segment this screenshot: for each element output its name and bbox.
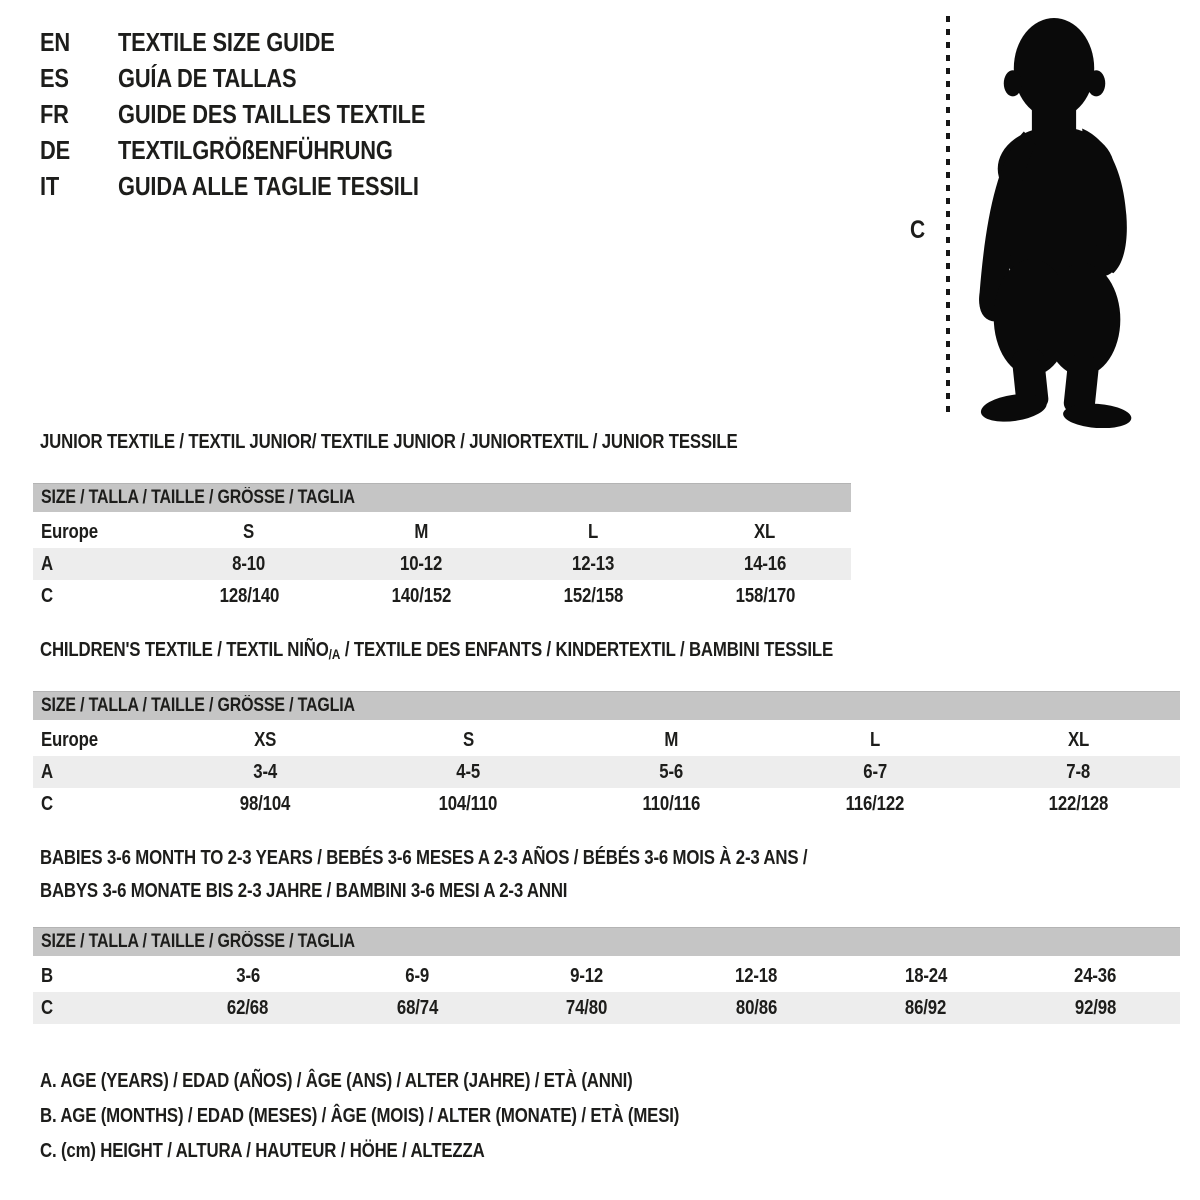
cell xyxy=(841,992,1011,1024)
section-heading-text xyxy=(40,640,833,661)
toddler-silhouette-icon xyxy=(964,16,1144,428)
table-row xyxy=(33,992,1180,1024)
cell-value: 4-5 xyxy=(456,760,480,783)
size-header-cell xyxy=(33,928,1180,959)
cell xyxy=(570,722,773,756)
heading-part: CHILDREN'S TEXTILE / TEXTIL NIÑO xyxy=(40,639,329,661)
cell xyxy=(773,722,976,756)
cell xyxy=(163,788,366,820)
guide-title: GUÍA DE TALLAS xyxy=(118,63,297,93)
height-measure-label xyxy=(910,216,928,245)
cell-value: 158/170 xyxy=(735,584,795,607)
cell xyxy=(163,756,366,788)
language-code: DE xyxy=(40,135,71,165)
cell xyxy=(672,992,842,1024)
cell xyxy=(163,958,333,992)
cell xyxy=(773,756,976,788)
table-row xyxy=(33,722,1180,756)
row-label xyxy=(33,580,163,612)
row-label xyxy=(33,514,163,548)
table-row xyxy=(33,958,1180,992)
legend-text: A. AGE (YEARS) / EDAD (AÑOS) / ÂGE (ANS) / ALTER (JAHRE) / ETÀ (ANNI) xyxy=(40,1070,633,1092)
section-babies-textile xyxy=(33,848,1180,1024)
babies-size-table xyxy=(33,927,1180,1024)
section-heading-text: JUNIOR TEXTILE / TEXTIL JUNIOR/ TEXTILE JUNIOR / JUNIORTEXTIL / JUNIOR TESSILE xyxy=(40,431,738,453)
children-size-table xyxy=(33,691,1180,820)
cell xyxy=(679,514,851,548)
section-heading-line xyxy=(40,875,1180,908)
cell-value: 14-16 xyxy=(743,552,787,575)
cell-value: 104/110 xyxy=(438,792,498,815)
row-label-text: B xyxy=(41,964,53,987)
table-row xyxy=(33,548,851,580)
row-label xyxy=(33,992,163,1024)
cell-value: XS xyxy=(253,728,276,751)
cell xyxy=(163,514,335,548)
table-row xyxy=(33,788,1180,820)
row-label-text: A xyxy=(41,552,53,575)
cell xyxy=(841,958,1011,992)
cell-value: S xyxy=(243,520,255,543)
row-label-text: Europe xyxy=(41,520,98,543)
size-header-text: SIZE / TALLA / TAILLE / GRÖSSE / TAGLIA xyxy=(41,695,355,716)
cell xyxy=(977,722,1180,756)
cell-value: 7-8 xyxy=(1066,760,1091,783)
row-label xyxy=(33,548,163,580)
language-row xyxy=(40,132,484,168)
row-label xyxy=(33,958,163,992)
row-label-text: C xyxy=(41,584,53,607)
table-row xyxy=(33,756,1180,788)
cell xyxy=(335,514,507,548)
cell xyxy=(773,788,976,820)
legend-line xyxy=(40,1064,801,1099)
section-heading xyxy=(33,640,1180,661)
height-measure-letter: C xyxy=(910,216,926,244)
cell-value: 116/122 xyxy=(845,792,905,815)
cell xyxy=(570,788,773,820)
junior-size-table xyxy=(33,483,851,612)
cell xyxy=(366,756,569,788)
legend-text: B. AGE (MONTHS) / EDAD (MESES) / ÂGE (MOIS) / ALTER (MONATE) / ETÀ (MESI) xyxy=(40,1105,680,1127)
cell-value: M xyxy=(414,520,428,543)
cell-value: 6-7 xyxy=(862,760,887,783)
guide-title: TEXTILE SIZE GUIDE xyxy=(118,27,335,57)
row-label-text: A xyxy=(41,760,53,783)
cell-value: 98/104 xyxy=(239,792,290,815)
cell-value: XL xyxy=(754,520,776,543)
cell xyxy=(672,958,842,992)
section-junior-textile xyxy=(33,432,851,612)
language-list xyxy=(40,24,484,204)
cell xyxy=(163,548,335,580)
cell xyxy=(163,722,366,756)
section-heading xyxy=(33,432,851,452)
cell xyxy=(366,788,569,820)
section-children-textile xyxy=(33,640,1180,820)
cell-value: S xyxy=(462,728,474,751)
row-label xyxy=(33,722,163,756)
cell-value: 12-18 xyxy=(735,964,778,987)
cell-value: 62/68 xyxy=(227,996,269,1019)
size-header-text: SIZE / TALLA / TAILLE / GRÖSSE / TAGLIA xyxy=(41,931,355,952)
cell-value: 8-10 xyxy=(232,552,266,575)
language-code: ES xyxy=(40,63,69,93)
heading-part: / TEXTILE DES ENFANTS / KINDERTEXTIL / BAMBINI TESSILE xyxy=(340,639,833,661)
guide-title: TEXTILGRÖßENFÜHRUNG xyxy=(118,135,393,165)
cell-value: 122/128 xyxy=(1048,792,1109,815)
cell xyxy=(679,580,851,612)
cell-value: 3-6 xyxy=(235,964,260,987)
cell xyxy=(977,756,1180,788)
cell xyxy=(333,992,503,1024)
cell-value: XL xyxy=(1067,728,1089,751)
size-header-cell xyxy=(33,484,851,515)
height-dashed-line xyxy=(946,16,950,418)
cell-value: 140/152 xyxy=(391,584,451,607)
cell-value: 6-9 xyxy=(405,964,430,987)
cell xyxy=(163,992,333,1024)
cell xyxy=(335,548,507,580)
row-label-text: C xyxy=(41,996,53,1019)
cell-value: 152/158 xyxy=(563,584,623,607)
guide-title: GUIDA ALLE TAGLIE TESSILI xyxy=(118,171,419,201)
table-row xyxy=(33,514,851,548)
row-label xyxy=(33,788,163,820)
legend-text: C. (cm) HEIGHT / ALTURA / HAUTEUR / HÖHE / ALTEZZA xyxy=(40,1140,485,1162)
row-label xyxy=(33,756,163,788)
cell-value: 10-12 xyxy=(399,552,443,575)
cell-value: 18-24 xyxy=(904,964,947,987)
size-header-text: SIZE / TALLA / TAILLE / GRÖSSE / TAGLIA xyxy=(41,487,355,508)
cell xyxy=(1011,992,1181,1024)
size-header-bar xyxy=(33,484,851,515)
section-heading-line xyxy=(40,842,1180,875)
size-header-bar xyxy=(33,928,1180,959)
language-code: EN xyxy=(40,27,71,57)
cell xyxy=(335,580,507,612)
cell xyxy=(507,514,679,548)
cell xyxy=(977,788,1180,820)
guide-title: GUIDE DES TAILLES TEXTILE xyxy=(118,99,426,129)
legend-line xyxy=(40,1099,801,1134)
section-heading-text: BABIES 3-6 MONTH TO 2-3 YEARS / BEBÉS 3-6 MESES A 2-3 AÑOS / BÉBÉS 3-6 MOIS À 2-3 ANS / xyxy=(40,847,808,869)
cell-value: L xyxy=(869,728,880,751)
cell-value: 24-36 xyxy=(1074,964,1117,987)
cell xyxy=(1011,958,1181,992)
cell-value: 92/98 xyxy=(1074,996,1116,1019)
language-code: IT xyxy=(40,171,60,201)
cell-value: 9-12 xyxy=(570,964,604,987)
table-row xyxy=(33,580,851,612)
cell-value: 128/140 xyxy=(219,584,279,607)
cell-value: M xyxy=(664,728,679,751)
cell xyxy=(679,548,851,580)
cell xyxy=(366,722,569,756)
cell xyxy=(333,958,503,992)
cell-value: 86/92 xyxy=(905,996,947,1019)
row-label-text: Europe xyxy=(41,728,98,751)
section-heading-text: BABYS 3-6 MONATE BIS 2-3 JAHRE / BAMBINI 3-6 MESI A 2-3 ANNI xyxy=(40,880,568,902)
cell-value: 68/74 xyxy=(396,996,438,1019)
language-row xyxy=(40,96,484,132)
section-heading xyxy=(33,842,1180,908)
heading-subscript: /A xyxy=(328,646,341,662)
size-header-cell xyxy=(33,692,1180,723)
language-row xyxy=(40,24,484,60)
cell xyxy=(502,958,672,992)
language-row xyxy=(40,168,484,204)
cell-value: 74/80 xyxy=(566,996,608,1019)
cell-value: 3-4 xyxy=(252,760,277,783)
cell-value: 5-6 xyxy=(659,760,684,783)
language-row xyxy=(40,60,484,96)
cell xyxy=(507,580,679,612)
cell xyxy=(570,756,773,788)
row-label-text: C xyxy=(41,792,53,815)
cell-value: L xyxy=(587,520,599,543)
language-code: FR xyxy=(40,99,69,129)
cell xyxy=(163,580,335,612)
cell xyxy=(507,548,679,580)
cell xyxy=(502,992,672,1024)
cell-value: 80/86 xyxy=(735,996,777,1019)
size-header-bar xyxy=(33,692,1180,723)
cell-value: 110/116 xyxy=(642,792,701,815)
legend-line xyxy=(40,1134,801,1169)
measure-legend xyxy=(40,1064,801,1169)
cell-value: 12-13 xyxy=(571,552,615,575)
